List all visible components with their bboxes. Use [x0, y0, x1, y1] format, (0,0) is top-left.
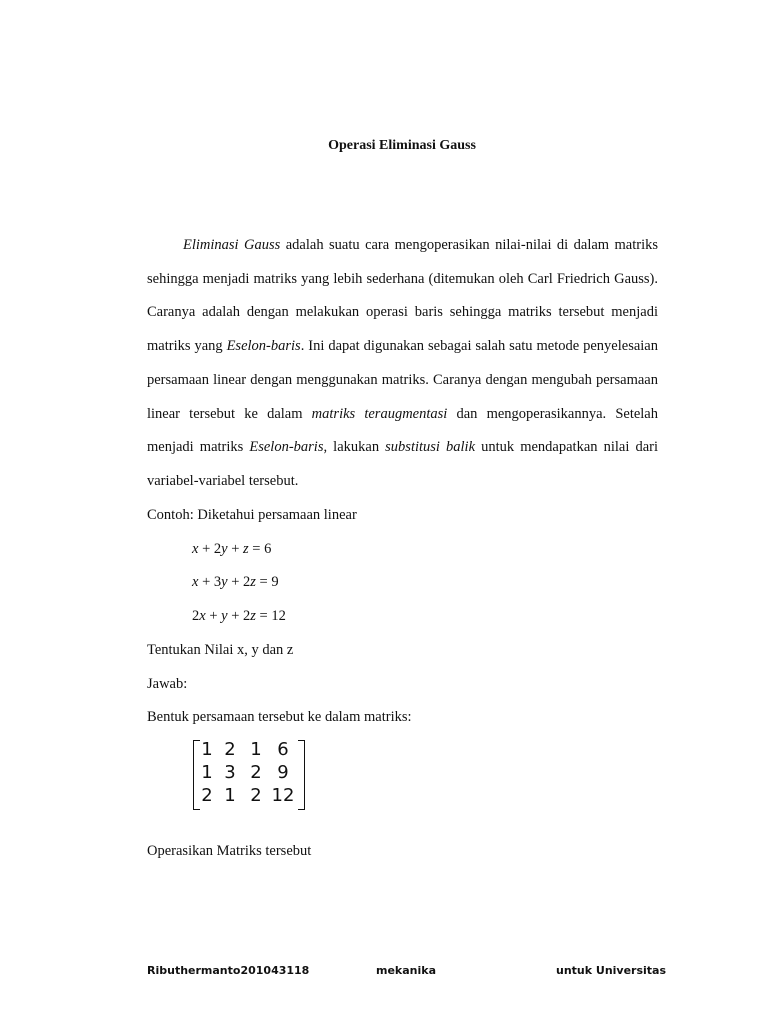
footer-institution: untuk Universitas — [556, 964, 667, 977]
matrix-row — [199, 761, 299, 784]
term-eselon-baris-2: Eselon-baris — [249, 439, 324, 456]
intro-paragraph — [147, 229, 658, 499]
term-substitusi-balik: substitusi balik — [385, 439, 476, 456]
answer-label: Jawab: — [147, 676, 188, 692]
matrix-cell: 1 — [201, 762, 213, 783]
example-intro: Contoh: Diketahui persamaan linear — [147, 507, 357, 523]
footer-subject: mekanika — [376, 964, 437, 977]
matrix-intro: Bentuk persamaan tersebut ke dalam matriks: — [147, 709, 412, 725]
matrix-cell: 2 — [250, 762, 262, 783]
document-title: Operasi Eliminasi Gauss — [328, 138, 476, 153]
matrix-cell: 6 — [277, 739, 289, 760]
matrix-cell: 2 — [224, 739, 236, 760]
matrix-cell: 3 — [224, 762, 236, 783]
matrix-cell: 9 — [277, 762, 289, 783]
equation-3: 2x + y + 2z = 12 — [192, 608, 286, 624]
augmented-matrix — [193, 740, 305, 810]
intro-paragraph-text: Eliminasi Gauss adalah suatu cara mengoperasikan nilai-nilai di dalam matriks sehingga menjadi matriks yang lebih sederhana (ditemukan oleh Carl Friedrich Gauss). Caranya adalah dengan melakukan operasi baris sehingga matriks tersebut menjadi matriks yang Eselon-baris. Ini dapat digunakan sebagai salah satu metode penyelesaian persamaan linear dengan menggunakan matriks. Caranya dengan mengubah persamaan linear tersebut ke dalam matriks teraugmentasi dan mengoperasikannya. Setelah menjadi matriks Eselon-baris, lakukan substitusi balik untuk mendapatkan nilai dari variabel-variabel tersebut. — [147, 237, 658, 489]
term-matriks-teraugmentasi: matriks teraugmentasi — [311, 405, 448, 422]
footer-author: Ributhermanto201043118 — [147, 964, 310, 977]
matrix-row — [199, 784, 299, 807]
matrix-cell: 12 — [271, 785, 295, 806]
term-eliminasi-gauss: Eliminasi Gauss — [183, 237, 281, 253]
term-eselon-baris: Eselon-baris — [226, 338, 301, 355]
matrix-row — [199, 738, 299, 761]
operate-label: Operasikan Matriks tersebut — [147, 843, 312, 859]
matrix-cell: 1 — [250, 739, 262, 760]
matrix-right-bracket — [298, 740, 305, 810]
matrix-cell: 1 — [224, 785, 236, 806]
task-text: Tentukan Nilai x, y dan z — [147, 642, 294, 658]
equation-1: x + 2y + z = 6 — [192, 541, 272, 557]
equation-2: x + 3y + 2z = 9 — [192, 574, 279, 590]
matrix-cell: 2 — [250, 785, 262, 806]
matrix-cell: 1 — [201, 739, 213, 760]
matrix-grid — [199, 738, 299, 807]
matrix-cell: 2 — [201, 785, 213, 806]
